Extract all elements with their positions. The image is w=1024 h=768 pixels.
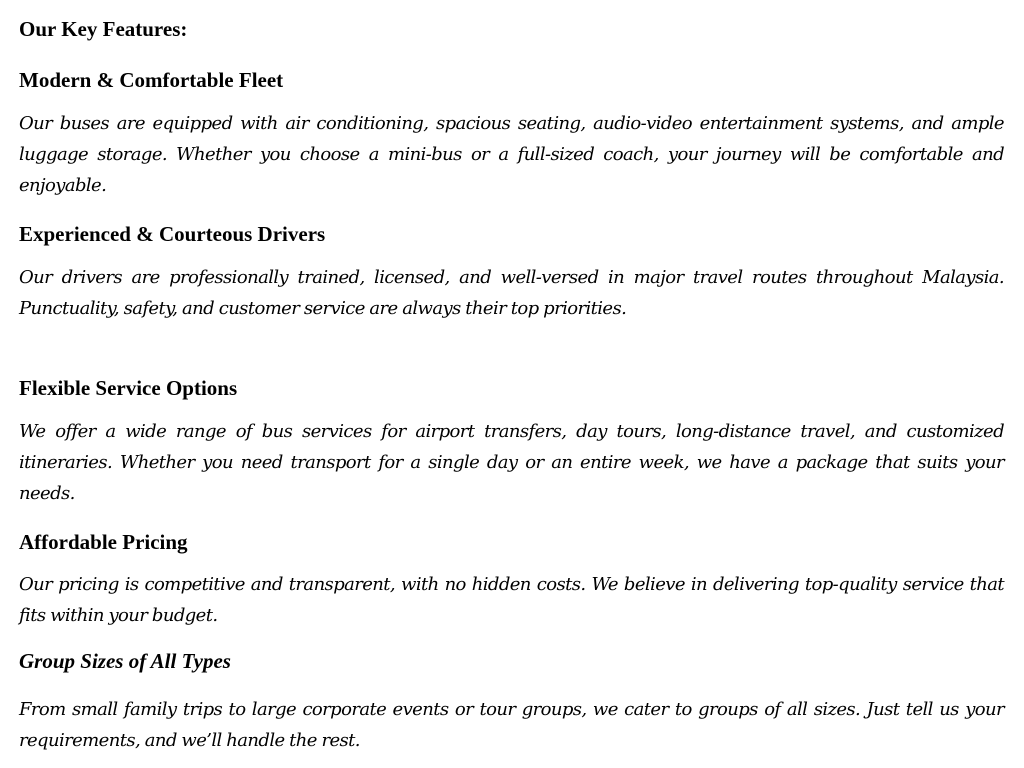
section-heading: Modern & Comfortable Fleet bbox=[19, 68, 284, 92]
section-body: Our buses are equipped with air conditioning, spacious seating, audio-video entertainment systems, and ample luggage storage. Whether you choose a mini-bus or a full-sized coach, your journey will be comfortable and enjoyable. bbox=[19, 113, 1004, 196]
section-heading: Experienced & Courteous Drivers bbox=[19, 222, 326, 246]
section-body: Our pricing is competitive and transparent, with no hidden costs. We believe in delivering top-quality service that fits within your budget. bbox=[19, 574, 1004, 626]
section-body: Our drivers are professionally trained, licensed, and well-versed in major travel routes throughout Malaysia. Punctuality, safety, and customer service are always their top priorities. bbox=[19, 267, 1004, 319]
section-heading: Group Sizes of All Types bbox=[19, 649, 231, 673]
section-heading: Flexible Service Options bbox=[19, 376, 238, 400]
section-body: We offer a wide range of bus services for airport transfers, day tours, long-distance travel, and customized itineraries. Whether you need transport for a single day or an entire week, we have a package that suits your needs. bbox=[19, 421, 1004, 504]
section-heading: Affordable Pricing bbox=[19, 530, 188, 554]
page-title: Our Key Features: bbox=[19, 17, 188, 41]
section-body: From small family trips to large corporate events or tour groups, we cater to groups of all sizes. Just tell us your requirements, and we’ll handle the rest. bbox=[19, 699, 1004, 751]
